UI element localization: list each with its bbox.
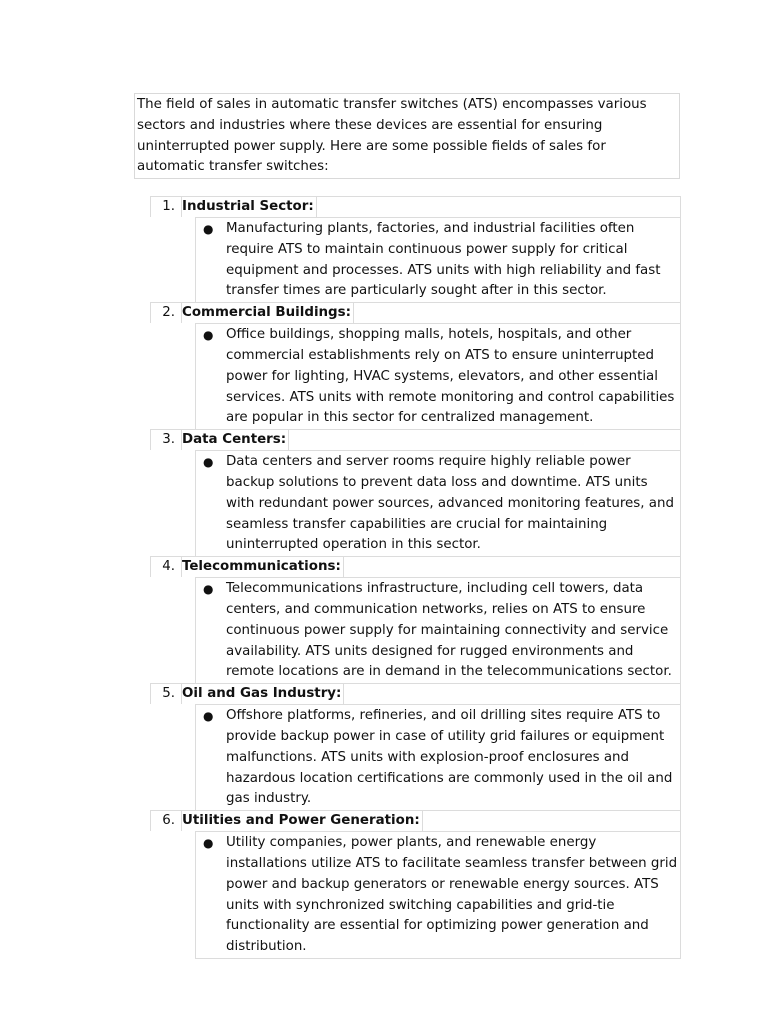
list-item-body	[195, 577, 681, 683]
list-item-text: Data centers and server rooms require highly reliable power backup solutions to prevent data loss and downtime. ATS units with redundant power sources, advanced monitoring features, and seamless transfer capabilities are crucial for maintaining uninterrupted operation in this sector.	[226, 454, 674, 553]
list-item-title: Oil and Gas Industry:	[181, 684, 344, 704]
list-item-body	[195, 217, 681, 302]
list-item-number: 4.	[162, 559, 175, 575]
list-item-title: Commercial Buildings:	[181, 303, 354, 323]
intro-paragraph: The field of sales in automatic transfer switches (ATS) encompasses various sectors and industries where these devices are essential for ensuring uninterrupted power supply. Here are some possible fields of sales for automatic transfer switches:	[134, 93, 680, 179]
list-item-body	[195, 704, 681, 810]
list-item-heading	[150, 196, 681, 217]
list-item-title: Telecommunications:	[181, 557, 344, 577]
sales-fields-list	[150, 196, 681, 959]
bullet-icon: ●	[203, 455, 214, 470]
bullet-icon: ●	[203, 328, 214, 343]
list-item-text: Telecommunications infrastructure, including cell towers, data centers, and communication networks, relies on ATS to ensure continuous power supply for maintaining connectivity and service availability. ATS units designed for rugged environments and remote locations are in demand in the telecommunications sector.	[226, 581, 672, 680]
list-item-text: Utility companies, power plants, and renewable energy installations utilize ATS to facilitate seamless transfer between grid power and backup generators or renewable energy sources. ATS units with synchronized switching capabilities and grid-tie functionality are essential for optimizing power generation and distribution.	[226, 835, 678, 955]
list-item-body	[195, 450, 681, 556]
list-item-text: Manufacturing plants, factories, and industrial facilities often require ATS to maintain continuous power supply for critical equipment and processes. ATS units with high reliability and fast transfer times are particularly sought after in this sector.	[226, 221, 661, 299]
list-item-text: Office buildings, shopping malls, hotels, hospitals, and other commercial establishments rely on ATS to ensure uninterrupted power for lighting, HVAC systems, elevators, and other essential services. ATS units with remote monitoring and control capabilities are popular in this sector for centralized management.	[226, 327, 675, 426]
list-item-heading	[150, 302, 681, 323]
list-item-body	[195, 831, 681, 959]
list-item-heading	[150, 683, 681, 704]
list-item-number: 5.	[162, 686, 175, 702]
list-item-number: 2.	[162, 305, 175, 321]
list-item-title: Utilities and Power Generation:	[181, 811, 423, 831]
list-item	[150, 810, 681, 959]
list-item	[150, 556, 681, 683]
list-item-heading	[150, 429, 681, 450]
list-item	[150, 429, 681, 556]
list-item	[150, 683, 681, 810]
list-item-text: Offshore platforms, refineries, and oil drilling sites require ATS to provide backup power in case of utility grid failures or equipment malfunctions. ATS units with explosion-proof enclosures and hazardous location certifications are commonly used in the oil and gas industry.	[226, 708, 673, 807]
bullet-icon: ●	[203, 222, 214, 236]
bullet-icon: ●	[203, 709, 214, 724]
list-item-title: Data Centers:	[181, 430, 289, 450]
list-item-heading	[150, 810, 681, 831]
list-item	[150, 196, 681, 302]
bullet-icon: ●	[203, 582, 214, 597]
list-item-number: 6.	[162, 813, 175, 829]
bullet-icon: ●	[203, 836, 214, 851]
list-item	[150, 302, 681, 429]
list-item-body	[195, 323, 681, 429]
list-item-title: Industrial Sector:	[181, 197, 317, 217]
list-item-number: 1.	[162, 199, 175, 214]
list-item-number: 3.	[162, 432, 175, 448]
list-item-heading	[150, 556, 681, 577]
